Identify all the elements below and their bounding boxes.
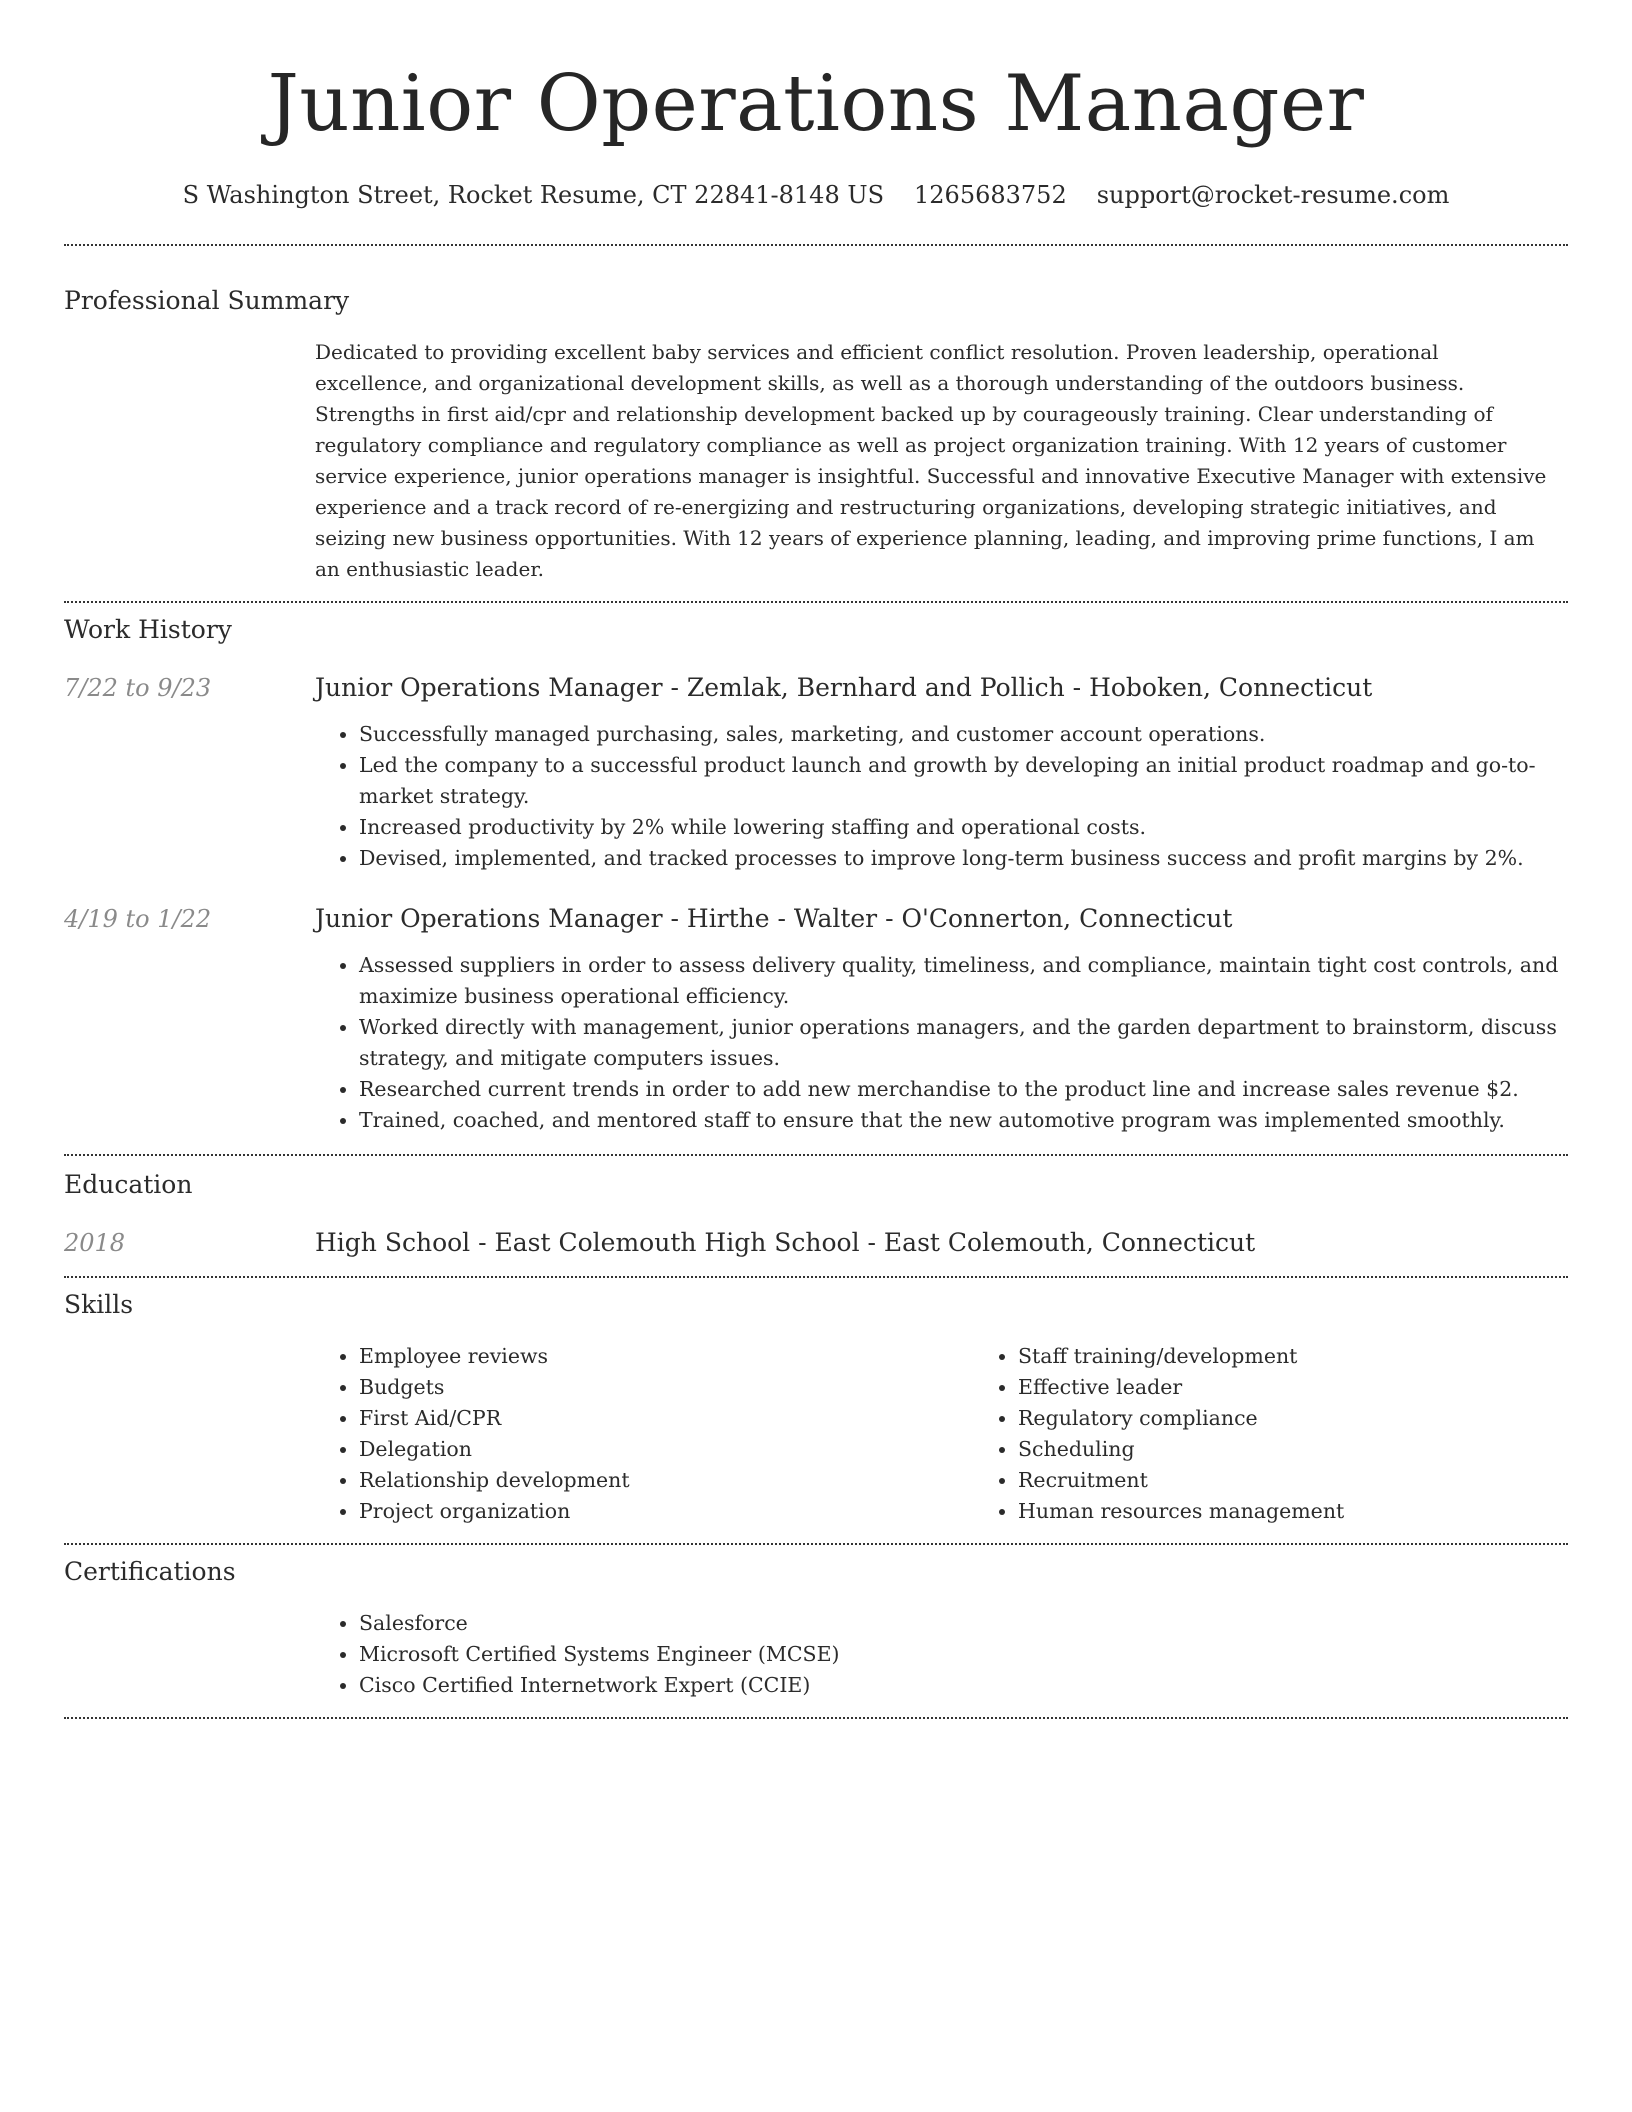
- job-dates: 4/19 to 1/22: [64, 905, 212, 933]
- skill-item: • Staff training/development: [1018, 1341, 1632, 1372]
- job-bullet: • Assessed suppliers in order to assess delivery quality, timeliness, and compliance, maintain tight cost controls, and maximize business operational efficiency.: [359, 950, 1568, 1012]
- skill-item: • Recruitment: [1018, 1465, 1632, 1496]
- section-divider: [64, 1276, 1568, 1278]
- skills-list-right: [974, 1341, 1632, 1527]
- job-entry: [64, 671, 1568, 874]
- certifications-content: [315, 1608, 1568, 1701]
- job-dates: 7/22 to 9/23: [64, 674, 212, 702]
- skills-section: [64, 1288, 1568, 1527]
- skill-item: • Relationship development: [359, 1465, 974, 1496]
- section-divider: [64, 1154, 1568, 1156]
- skill-item: • Effective leader: [1018, 1372, 1632, 1403]
- job-bullets: [315, 719, 1568, 874]
- job-content: [315, 902, 1568, 1136]
- skill-item: • Project organization: [359, 1496, 974, 1527]
- work-history-section: [64, 613, 1568, 1136]
- job-bullets: [315, 950, 1568, 1136]
- summary-title: Professional Summary: [64, 286, 350, 315]
- section-divider: [64, 1717, 1568, 1719]
- certifications-section: [64, 1555, 1568, 1701]
- contact-email: support@rocket-resume.com: [1096, 181, 1450, 209]
- section-divider: [64, 244, 1568, 246]
- certifications-title: Certifications: [64, 1557, 236, 1586]
- skills-row: [64, 1341, 1568, 1527]
- education-heading: High School - East Colemouth High School - East Colemouth, Connecticut: [315, 1228, 1256, 1257]
- contact-line: [64, 178, 1568, 212]
- job-bullet: • Successfully managed purchasing, sales, marketing, and customer account operations.: [359, 719, 1568, 750]
- education-year: 2018: [64, 1229, 126, 1257]
- job-bullet: • Researched current trends in order to add new merchandise to the product line and increase sales revenue $2.: [359, 1074, 1568, 1105]
- summary-section: [64, 284, 1568, 585]
- skills-title: Skills: [64, 1290, 134, 1319]
- summary-content: [315, 337, 1568, 585]
- summary-text: Dedicated to providing excellent baby services and efficient conflict resolution. Proven leadership, operational excellence, and organizational development skills, as well as a thorough understanding of the outdoors business. Strengths in first aid/cpr and relationship development backed up by courageously training. Clear understanding of regulatory compliance and regulatory compliance as well as project organization training. With 12 years of customer service experience, junior operations manager is insightful. Successful and innovative Executive Manager with extensive experience and a track record of re-energizing and restructuring organizations, developing strategic initiatives, and seizing new business opportunities. With 12 years of experience planning, leading, and improving prime functions, I am an enthusiastic leader.: [315, 340, 1547, 581]
- certification-item: • Cisco Certified Internetwork Expert (CCIE): [359, 1670, 1568, 1701]
- skill-item: • Human resources management: [1018, 1496, 1632, 1527]
- skill-item: • Delegation: [359, 1434, 974, 1465]
- contact-phone: 1265683752: [914, 181, 1067, 209]
- section-divider: [64, 601, 1568, 603]
- job-bullet: • Led the company to a successful product launch and growth by developing an initial product roadmap and go-to-market strategy.: [359, 750, 1568, 812]
- education-section: [64, 1168, 1568, 1260]
- skills-list-left: [315, 1341, 974, 1527]
- education-entry: [64, 1226, 1568, 1260]
- resume-name: Junior Operations Manager: [267, 59, 1365, 149]
- job-entry: [64, 902, 1568, 1136]
- skill-item: • Scheduling: [1018, 1434, 1632, 1465]
- resume-page: [64, 0, 1568, 1719]
- education-title: Education: [64, 1170, 193, 1199]
- work-history-title: Work History: [64, 615, 232, 644]
- job-heading: Junior Operations Manager - Zemlak, Bernhard and Pollich - Hoboken, Connecticut: [315, 673, 1373, 702]
- job-content: [315, 671, 1568, 874]
- education-content: [315, 1226, 1568, 1260]
- certification-item: • Microsoft Certified Systems Engineer (MCSE): [359, 1639, 1568, 1670]
- job-bullet: • Increased productivity by 2% while lowering staffing and operational costs.: [359, 812, 1568, 843]
- certification-item: • Salesforce: [359, 1608, 1568, 1639]
- summary-row: [64, 337, 1568, 585]
- job-bullet: • Trained, coached, and mentored staff to ensure that the new automotive program was implemented smoothly.: [359, 1105, 1568, 1136]
- skill-item: • Employee reviews: [359, 1341, 974, 1372]
- section-divider: [64, 1543, 1568, 1545]
- certifications-row: [64, 1608, 1568, 1701]
- job-bullet: • Devised, implemented, and tracked processes to improve long-term business success and profit margins by 2%.: [359, 843, 1568, 874]
- certifications-list: [315, 1608, 1568, 1701]
- skill-item: • First Aid/CPR: [359, 1403, 974, 1434]
- skills-columns: [315, 1341, 1632, 1527]
- job-bullet: • Worked directly with management, junior operations managers, and the garden department to brainstorm, discuss strategy, and mitigate computers issues.: [359, 1012, 1568, 1074]
- skill-item: • Budgets: [359, 1372, 974, 1403]
- skill-item: • Regulatory compliance: [1018, 1403, 1632, 1434]
- job-heading: Junior Operations Manager - Hirthe - Walter - O'Connerton, Connecticut: [315, 904, 1233, 933]
- contact-address: S Washington Street, Rocket Resume, CT 22841-8148 US: [182, 181, 885, 209]
